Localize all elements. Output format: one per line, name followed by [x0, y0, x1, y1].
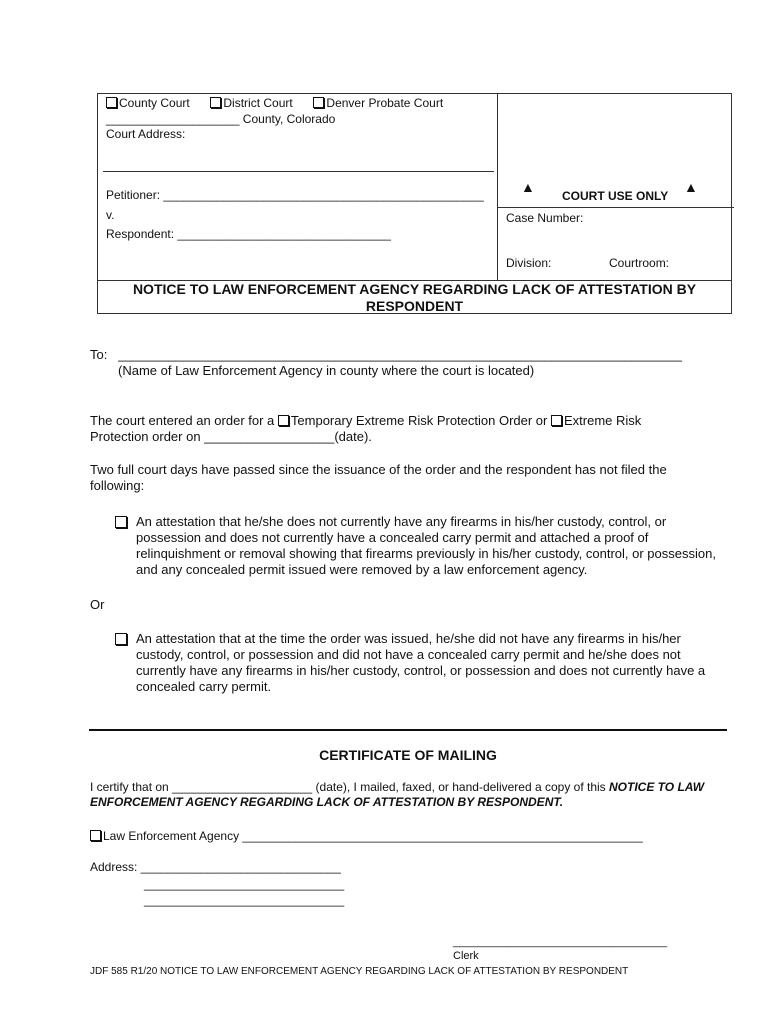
petitioner-line[interactable]: Petitioner: ________________________________________________ — [106, 188, 484, 202]
order-paragraph: The court entered an order for a Temporary Extreme Risk Protection Order or Extreme Risk — [90, 413, 642, 428]
division-label: Division: — [506, 256, 552, 270]
agency-name-line[interactable]: ______________________________________________________________________________ — [118, 347, 682, 362]
order-date-line[interactable]: Protection order on __________________(date). — [90, 429, 372, 444]
versus-label: v. — [106, 208, 115, 222]
agency-checkbox-line[interactable]: Law Enforcement Agency ____________________________________________________________ — [90, 829, 643, 844]
respondent-line[interactable]: Respondent: ________________________________ — [106, 227, 391, 241]
attestation1-checkbox[interactable] — [115, 514, 129, 532]
temporary-erpo-checkbox[interactable]: Temporary Extreme Risk Protection Order or — [278, 413, 547, 428]
attestation2-checkbox[interactable] — [115, 631, 129, 649]
case-number-label: Case Number: — [506, 211, 584, 225]
court-type-options — [106, 96, 443, 111]
certificate-text: I certify that on _____________________ (date), I mailed, faxed, or hand-delivered a copy of this NOTICE TO LAW ENFORCEMENT AGENCY REGARDING LACK OF ATTESTATION BY RESPONDENT. — [90, 780, 705, 809]
county-line[interactable]: ____________________ County, Colorado — [106, 112, 336, 126]
courtroom-label: Courtroom: — [609, 256, 670, 270]
court-use-only-label: COURT USE ONLY — [562, 189, 669, 203]
address-line-1[interactable]: Address: ______________________________ — [90, 860, 341, 874]
section-separator — [89, 729, 727, 731]
agency-name-hint: (Name of Law Enforcement Agency in county where the court is located) — [118, 363, 535, 378]
or-label: Or — [90, 597, 105, 612]
court-address-label: Court Address: — [106, 127, 186, 141]
county-court-checkbox[interactable]: County Court — [106, 96, 190, 110]
court-use-divider — [498, 207, 734, 208]
denver-probate-court-checkbox[interactable]: Denver Probate Court — [313, 96, 443, 110]
caption-divider — [497, 93, 498, 281]
attestation2-text: An attestation that at the time the order was issued, he/she did not have any firearms in his/her custody, control, or possession and did not have a concealed carry permit and he/she does not currently have any firearms in his/her custody, control, or possession and does not currently have a concealed carry permit. — [136, 631, 706, 694]
up-arrow-icon: ▲ — [684, 179, 698, 195]
certificate-heading: CERTIFICATE OF MAILING — [319, 747, 497, 763]
address-line-3[interactable]: ______________________________ — [144, 893, 345, 907]
document-title: NOTICE TO LAW ENFORCEMENT AGENCY REGARDING LACK OF ATTESTATION BY RESPONDENT — [132, 281, 697, 314]
clerk-label: Clerk — [453, 950, 479, 962]
court-info-divider — [103, 171, 494, 172]
to-label: To: — [90, 347, 108, 362]
up-arrow-icon: ▲ — [521, 179, 535, 195]
address-line-2[interactable]: ______________________________ — [144, 877, 345, 891]
two-days-paragraph: Two full court days have passed since the issuance of the order and the respondent has not filed the following: — [90, 462, 667, 493]
form-footer: JDF 585 R1/20 NOTICE TO LAW ENFORCEMENT AGENCY REGARDING LACK OF ATTESTATION BY RESPONDENT — [90, 966, 629, 977]
clerk-signature-line[interactable]: ___________________________________ — [453, 936, 668, 948]
attestation1-text: An attestation that he/she does not currently have any firearms in his/her custody, control, or possession and does not currently have a concealed carry permit and attached a proof of relinquishment or removal showing that firearms previously in his/her custody, control, or possession, and any concealed permit issued were removed by a law enforcement agency. — [136, 514, 716, 577]
district-court-checkbox[interactable]: District Court — [210, 96, 292, 110]
erpo-checkbox[interactable]: Extreme Risk — [551, 413, 641, 428]
